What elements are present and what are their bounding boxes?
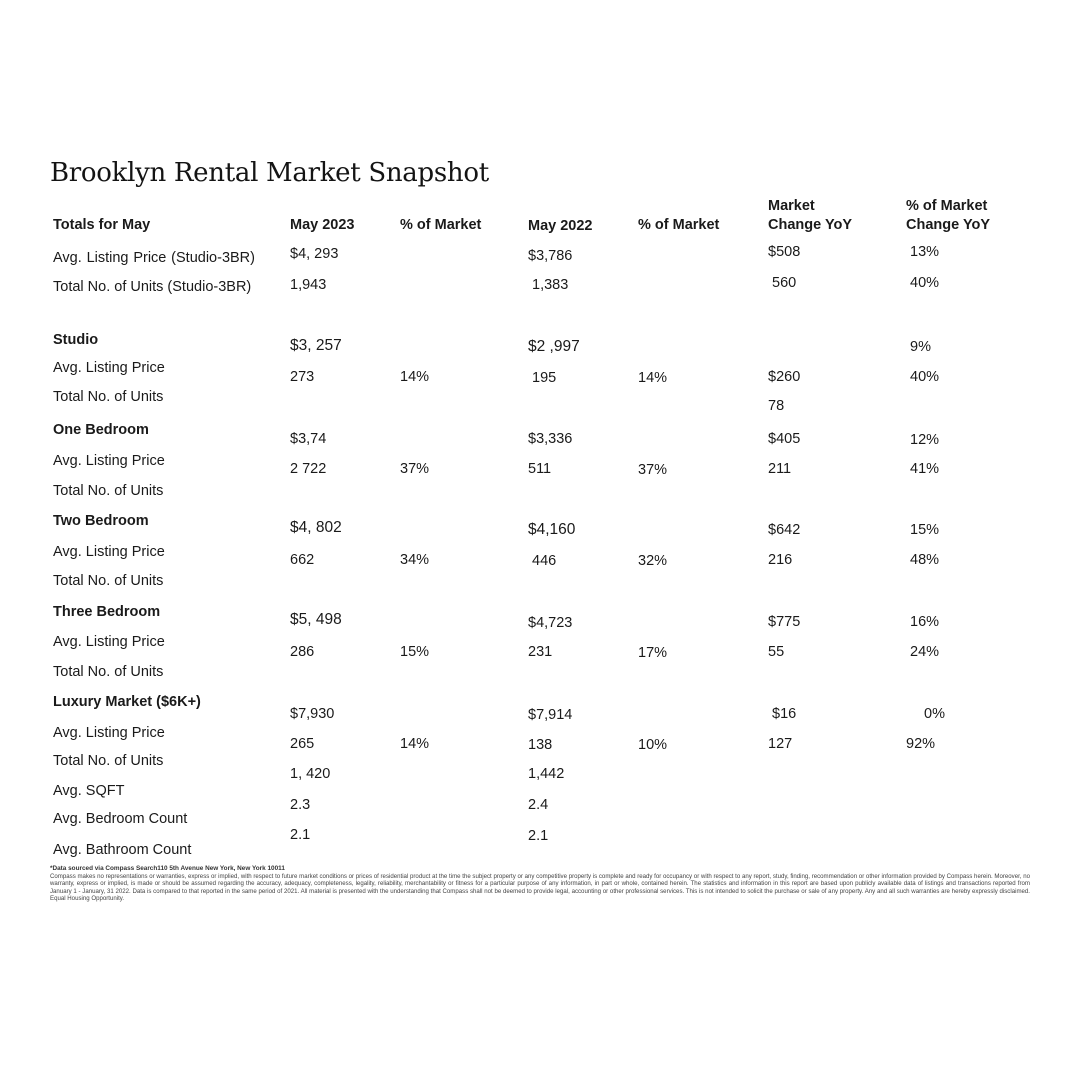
three-bed-price-2022: $4,723: [528, 615, 573, 631]
luxury-label-price: Avg. Listing Price: [53, 725, 165, 741]
luxury-units-2023: 265: [290, 736, 315, 752]
luxury-change-a: $16: [772, 706, 797, 722]
header-market-change-line2: Change YoY: [768, 217, 853, 233]
two-bed-units-2023: 662: [290, 552, 315, 568]
header-may-2022: May 2022: [528, 218, 593, 234]
studio-pct-b: 40%: [910, 369, 940, 385]
luxury-sqft-2023: 1, 420: [290, 766, 331, 782]
luxury-bath-2022: 2.1: [528, 828, 549, 844]
luxury-label-bedrooms: Avg. Bedroom Count: [53, 811, 188, 827]
luxury-pct-b: 92%: [906, 736, 936, 752]
header-pct-2023: % of Market: [400, 217, 482, 233]
totals-price-change: $508: [768, 244, 801, 260]
luxury-sqft-2022: 1,442: [528, 766, 565, 782]
studio-price-2022: $2 ,997: [528, 338, 580, 355]
one-bed-price-2023: $3,74: [290, 431, 327, 447]
totals-price-2023: $4, 293: [290, 246, 339, 262]
one-bed-pct-a: 12%: [910, 432, 940, 448]
studio-pct-2022: 14%: [638, 370, 668, 386]
totals-labels: Avg. Listing Price (Studio-3BR) Total No. of Units (Studio-3BR): [53, 250, 255, 295]
luxury-pct-2022: 10%: [638, 737, 668, 753]
header-pct-change-line1: % of Market: [906, 198, 988, 214]
luxury-bath-2023: 2.1: [290, 827, 311, 843]
studio-units-2022: 195: [532, 370, 557, 386]
two-bed-price-2022: $4,160: [528, 521, 576, 538]
two-bed-pct-b: 48%: [910, 552, 940, 568]
luxury-label-bathrooms: Avg. Bathroom Count: [53, 842, 192, 858]
one-bed-units-2022: 511: [528, 461, 552, 477]
luxury-pct-a: 0%: [924, 706, 945, 722]
one-bed-pct-b: 41%: [910, 461, 940, 477]
totals-units-pct: 40%: [910, 275, 940, 291]
studio-price-2023: $3, 257: [290, 337, 342, 354]
two-bed-change-b: 216: [768, 552, 793, 568]
three-bed-change-b: 55: [768, 644, 785, 660]
two-bed-heading: Two Bedroom: [53, 513, 149, 529]
totals-price-2022: $3,786: [528, 248, 573, 264]
luxury-bed-2022: 2.4: [528, 797, 549, 813]
one-bed-heading: One Bedroom: [53, 422, 149, 438]
studio-heading: Studio: [53, 332, 99, 348]
luxury-price-2022: $7,914: [528, 707, 573, 723]
one-bed-label-units: Total No. of Units: [53, 483, 164, 499]
two-bed-pct-2023: 34%: [400, 552, 430, 568]
totals-price-pct: 13%: [910, 244, 940, 260]
three-bed-heading: Three Bedroom: [53, 604, 161, 620]
three-bed-label-price: Avg. Listing Price: [53, 634, 165, 650]
header-market-change-line1: Market: [768, 198, 815, 214]
luxury-bed-2023: 2.3: [290, 797, 311, 813]
two-bed-price-2023: $4, 802: [290, 519, 342, 536]
two-bed-label-price: Avg. Listing Price: [53, 544, 165, 560]
header-pct-change-line2: Change YoY: [906, 217, 991, 233]
three-bed-label-units: Total No. of Units: [53, 664, 164, 680]
studio-pct-a: 9%: [910, 339, 931, 355]
studio-label-units: Total No. of Units: [53, 389, 164, 405]
luxury-price-2023: $7,930: [290, 706, 335, 722]
header-may-2023: May 2023: [290, 217, 355, 233]
one-bed-pct-2023: 37%: [400, 461, 430, 477]
three-bed-units-2023: 286: [290, 644, 315, 660]
three-bed-units-2022: 231: [528, 644, 553, 660]
one-bed-pct-2022: 37%: [638, 462, 668, 478]
luxury-pct-2023: 14%: [400, 736, 430, 752]
totals-units-2022: 1,383: [532, 277, 569, 293]
three-bed-change-a: $775: [768, 614, 801, 630]
one-bed-units-2023: 2 722: [290, 461, 327, 477]
one-bed-label-price: Avg. Listing Price: [53, 453, 165, 469]
three-bed-pct-2023: 15%: [400, 644, 430, 660]
luxury-label-units: Total No. of Units: [53, 753, 164, 769]
two-bed-units-2022: 446: [532, 553, 557, 569]
header-totals-label: Totals for May: [53, 217, 151, 233]
studio-pct-2023: 14%: [400, 369, 430, 385]
studio-label-price: Avg. Listing Price: [53, 360, 165, 376]
data-source-note: *Data sourced via Compass Search110 5th Avenue New York, New York 10011: [50, 865, 285, 872]
studio-change-b: 78: [768, 398, 785, 414]
studio-change-a: $260: [768, 369, 801, 385]
one-bed-price-2022: $3,336: [528, 431, 573, 447]
one-bed-change-a: $405: [768, 431, 801, 447]
two-bed-pct-a: 15%: [910, 522, 940, 538]
luxury-heading: Luxury Market ($6K+): [53, 694, 201, 710]
studio-units-2023: 273: [290, 369, 315, 385]
three-bed-price-2023: $5, 498: [290, 611, 342, 628]
totals-units-2023: 1,943: [290, 277, 327, 293]
three-bed-pct-a: 16%: [910, 614, 940, 630]
two-bed-pct-2022: 32%: [638, 553, 668, 569]
three-bed-pct-b: 24%: [910, 644, 940, 660]
two-bed-change-a: $642: [768, 522, 801, 538]
one-bed-change-b: 211: [768, 461, 792, 477]
disclaimer-text: Compass makes no representations or warranties, express or implied, with respect to future market conditions or prices of residential product at the time the subject property or any competitive property is complete and ready for occupancy or with respect to any report, study, finding, recommendation or other information provided by Compass herein. Moreover, no warranty, express or implied, is made or should be assumed regarding the accuracy, adequacy, completeness, legality, reliability, merchantability or fitness for a particular purpose of any information, in part or whole, contained herein. The statistics and information in this report are based upon publicly available data of listings and transactions reported from January 1 - January, 31 2022. Data is compared to that reported in the same period of 2021. All material is presented with the understanding that Compass shall not be deemed to provide legal, accounting or other professional services. This is not intended to solicit the purchase or sale of any property. Any and all such warranties are hereby expressly disclaimed. Equal Housing Opportunity.: [50, 873, 1030, 903]
header-pct-2022: % of Market: [638, 217, 720, 233]
luxury-units-2022: 138: [528, 737, 553, 753]
page-title: Brooklyn Rental Market Snapshot: [50, 158, 489, 188]
three-bed-pct-2022: 17%: [638, 645, 668, 661]
luxury-label-sqft: Avg. SQFT: [53, 783, 125, 799]
luxury-change-b: 127: [768, 736, 793, 752]
totals-units-change: 560: [772, 275, 797, 291]
two-bed-label-units: Total No. of Units: [53, 573, 164, 589]
